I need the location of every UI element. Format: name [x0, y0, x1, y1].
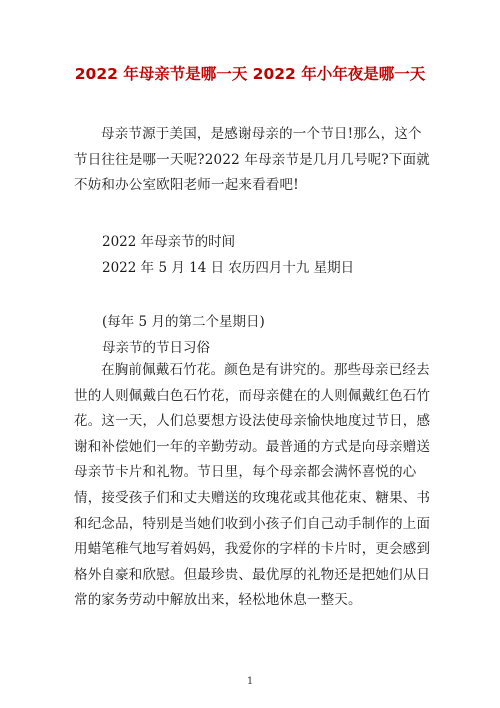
customs-text: 在胸前佩戴石竹花。颜色是有讲究的。那些母亲已经去世的人则佩戴白色石竹花，而母亲健在的人则佩戴红色石竹花。这一天，人们总要想方设法使母亲愉快地度过节日，感谢和补偿她们一年的辛勤劳动。最普通的方式是向母亲赠送母亲节卡片和礼物。节日里，每个母亲都会满怀喜悦的心情，接受孩子们和丈夫赠送的玫瑰花或其他花束、糖果、书和纪念品，特别是当她们收到小孩子们自己动手制作的上面用蜡笔稚气地写着妈妈，我爱你的字样的卡片时，更会感到格外自豪和欣慰。但最珍贵、最优厚的礼物还是把她们从日常的家务劳动中解放出来，轻松地休息一整天。 [74, 362, 431, 609]
intro-paragraph [74, 122, 434, 199]
section-heading: 2022 年母亲节的时间 [102, 234, 236, 250]
date-line: 2022 年 5 月 14 日 农历四月十九 星期日 [102, 260, 355, 276]
note-line: (每年 5 月的第二个星期日) [102, 314, 265, 330]
intro-text: 母亲节源于美国，是感谢母亲的一个节日!那么，这个节日往往是哪一天呢?2022 年母亲节是几月几号呢?下面就不妨和办公室欧阳老师一起来看看吧! [74, 126, 430, 194]
customs-paragraph [74, 358, 434, 614]
customs-heading: 母亲节的节日习俗 [102, 340, 210, 356]
page-number: 1 [246, 676, 254, 687]
page-title: 2022 年母亲节是哪一天 2022 年小年夜是哪一天 [74, 65, 426, 83]
